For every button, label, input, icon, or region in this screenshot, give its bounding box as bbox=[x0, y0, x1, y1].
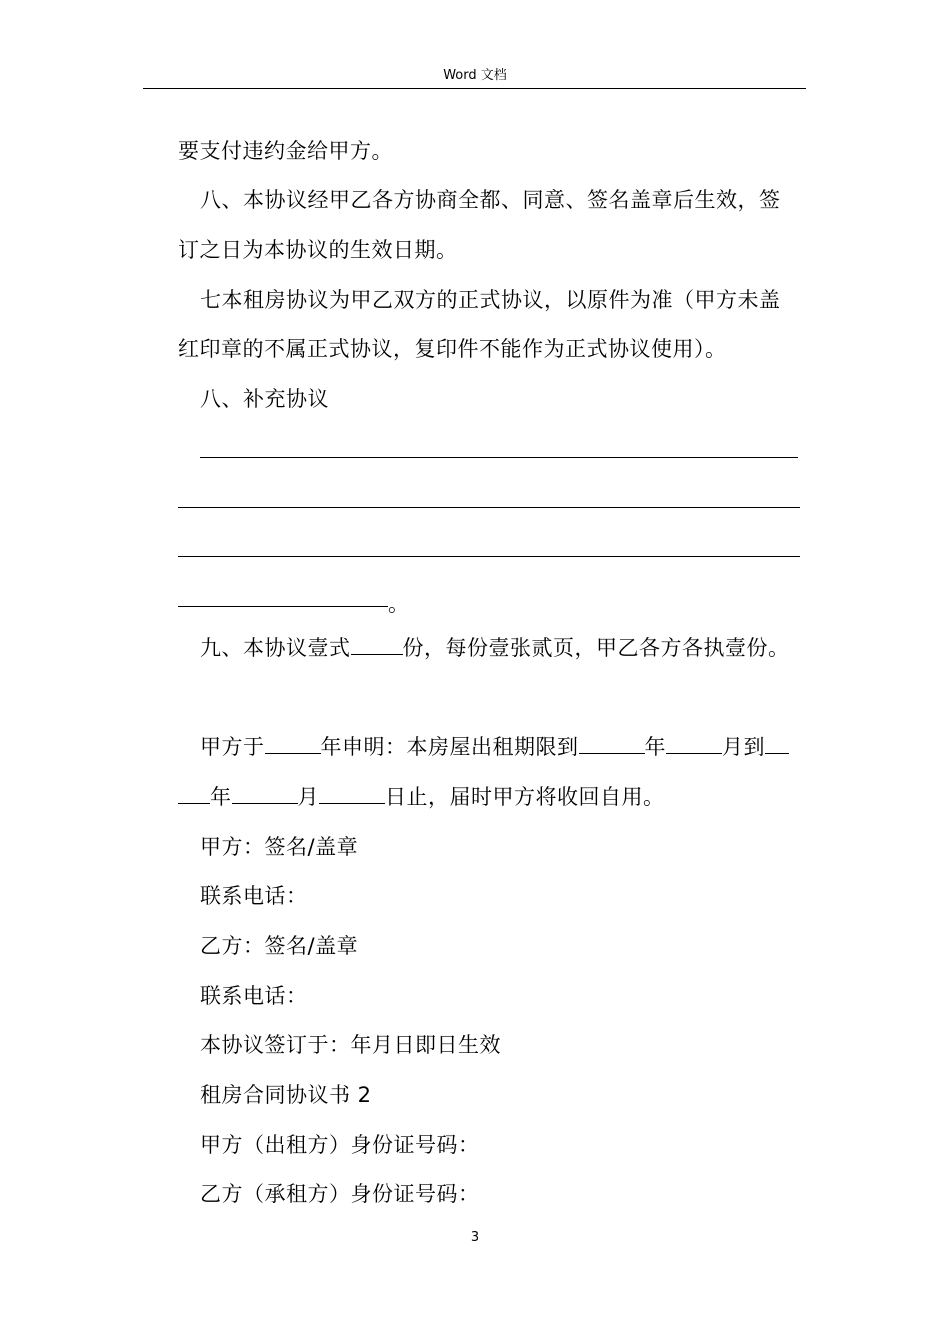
clause-eight-line-2: 订之日为本协议的生效日期。 bbox=[178, 238, 458, 262]
year-blank bbox=[765, 733, 789, 754]
month-blank bbox=[666, 733, 722, 754]
party-a-phone: 联系电话： bbox=[200, 884, 308, 908]
clause-seven-line-1: 七本租房协议为甲乙双方的正式协议，以原件为准（甲方未盖 bbox=[200, 288, 781, 312]
day-blank bbox=[319, 783, 385, 804]
year-blank bbox=[265, 733, 321, 754]
year-blank bbox=[178, 783, 210, 804]
lease-term-text-b: 年申明：本房屋出租期限到 bbox=[320, 735, 579, 759]
lease-term-text-d: 月到 bbox=[722, 735, 765, 759]
lease-term-line-2 bbox=[178, 783, 665, 811]
lessor-id-number: 甲方（出租方）身份证号码： bbox=[200, 1133, 480, 1157]
lease-term-text-a: 甲方于 bbox=[200, 735, 265, 759]
lessee-id-number: 乙方（承租方）身份证号码： bbox=[200, 1182, 480, 1206]
signing-date: 本协议签订于：年月日即日生效 bbox=[200, 1033, 501, 1057]
supplementary-blank-line bbox=[200, 457, 798, 458]
supplementary-blank-line bbox=[178, 507, 800, 508]
lease-term-text-f: 月 bbox=[297, 785, 319, 809]
year-blank bbox=[579, 733, 645, 754]
clause-eight-line-1: 八、本协议经甲乙各方协商全都、同意、签名盖章后生效，签 bbox=[200, 188, 781, 212]
lease-term-text-g: 日止，届时甲方将收回自用。 bbox=[385, 785, 665, 809]
clause-nine-text-a: 九、本协议壹式 bbox=[200, 636, 351, 660]
copies-blank bbox=[351, 634, 403, 655]
clause-nine-line bbox=[200, 634, 790, 662]
party-b-phone: 联系电话： bbox=[200, 984, 308, 1008]
party-a-signature: 甲方：签名/盖章 bbox=[200, 835, 359, 859]
clause-seven-line-2: 红印章的不属正式协议，复印件不能作为正式协议使用）。 bbox=[178, 337, 727, 361]
party-b-signature: 乙方：签名/盖章 bbox=[200, 934, 359, 958]
supplementary-blank-line bbox=[178, 556, 800, 557]
month-blank bbox=[232, 783, 298, 804]
contract-title: 租房合同协议书 2 bbox=[200, 1083, 372, 1107]
lease-term-text-e: 年 bbox=[210, 785, 232, 809]
clause-nine-text-b: 份，每份壹张贰页，甲乙各方各执壹份。 bbox=[402, 636, 790, 660]
lease-term-line-1 bbox=[200, 733, 789, 761]
supplementary-period: 。 bbox=[388, 592, 410, 616]
supplementary-blank-line bbox=[178, 606, 388, 607]
page-number: 3 bbox=[470, 1230, 480, 1245]
paragraph-line: 要支付违约金给甲方。 bbox=[178, 139, 393, 163]
header-divider bbox=[143, 88, 806, 89]
document-header: Word 文档 bbox=[443, 68, 507, 83]
lease-term-text-c: 年 bbox=[644, 735, 666, 759]
supplementary-heading: 八、补充协议 bbox=[200, 387, 329, 411]
